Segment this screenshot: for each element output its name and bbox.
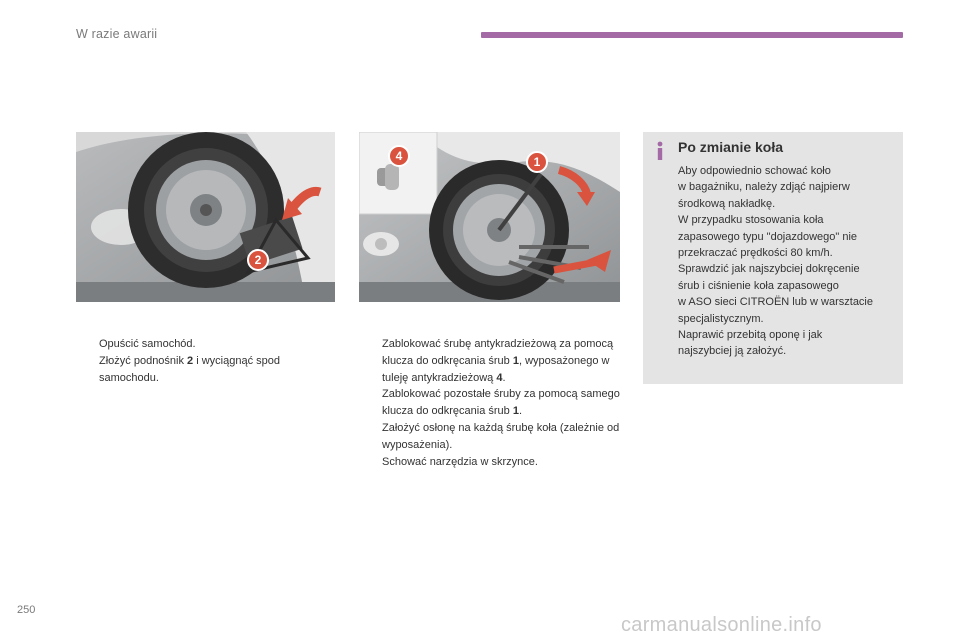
callout-4: 4 <box>395 149 403 163</box>
list-item: Zablokować pozostałe śruby za pomocą samego klucza do odkręcania śrub 1. <box>382 388 620 418</box>
header-accent-bar <box>481 32 903 38</box>
callout-1: 1 <box>533 155 541 169</box>
info-body: Aby odpowiednio schować koło w bagażniku, należy zdjąć najpierw środkową nakładkę. W przypadku stosowania koła zapasowego typu "dojazdowego" nie przekraczać prędkości 80 km/h. Sprawdzić jak najszybciej dokręcenie śrub i ciśnienie koła zapasowego w ASO sieci CITROËN lub w warsztacie specjalistycznym. Naprawić przebitą oponę i jak najszybciej ją założyć. <box>678 165 873 358</box>
list-item: Opuścić samochód. <box>99 338 196 350</box>
figure-wheel-bolts <box>359 132 620 302</box>
list-item: Złożyć podnośnik 2 i wyciągnąć spod samochodu. <box>99 354 280 384</box>
info-icon <box>653 141 667 161</box>
list-item: Zablokować śrubę antykradzieżową za pomocą klucza do odkręcania śrub 1, wyposażonego w tuleję antykradzieżową 4. <box>382 338 614 384</box>
steps-left <box>76 336 316 386</box>
info-title: Po zmianie koła <box>678 139 784 155</box>
steps-right <box>359 336 621 470</box>
watermark: carmanualsonline.info <box>621 614 822 636</box>
list-item: Założyć osłonę na każdą śrubę koła (zależnie od wyposażenia). <box>382 421 620 451</box>
info-box <box>643 132 903 384</box>
list-item: Schować narzędzia w skrzynce. <box>382 455 538 468</box>
page-number: 250 <box>17 604 36 616</box>
section-title: W razie awarii <box>76 27 158 41</box>
callout-2: 2 <box>254 253 262 267</box>
figure-jack <box>76 132 335 302</box>
